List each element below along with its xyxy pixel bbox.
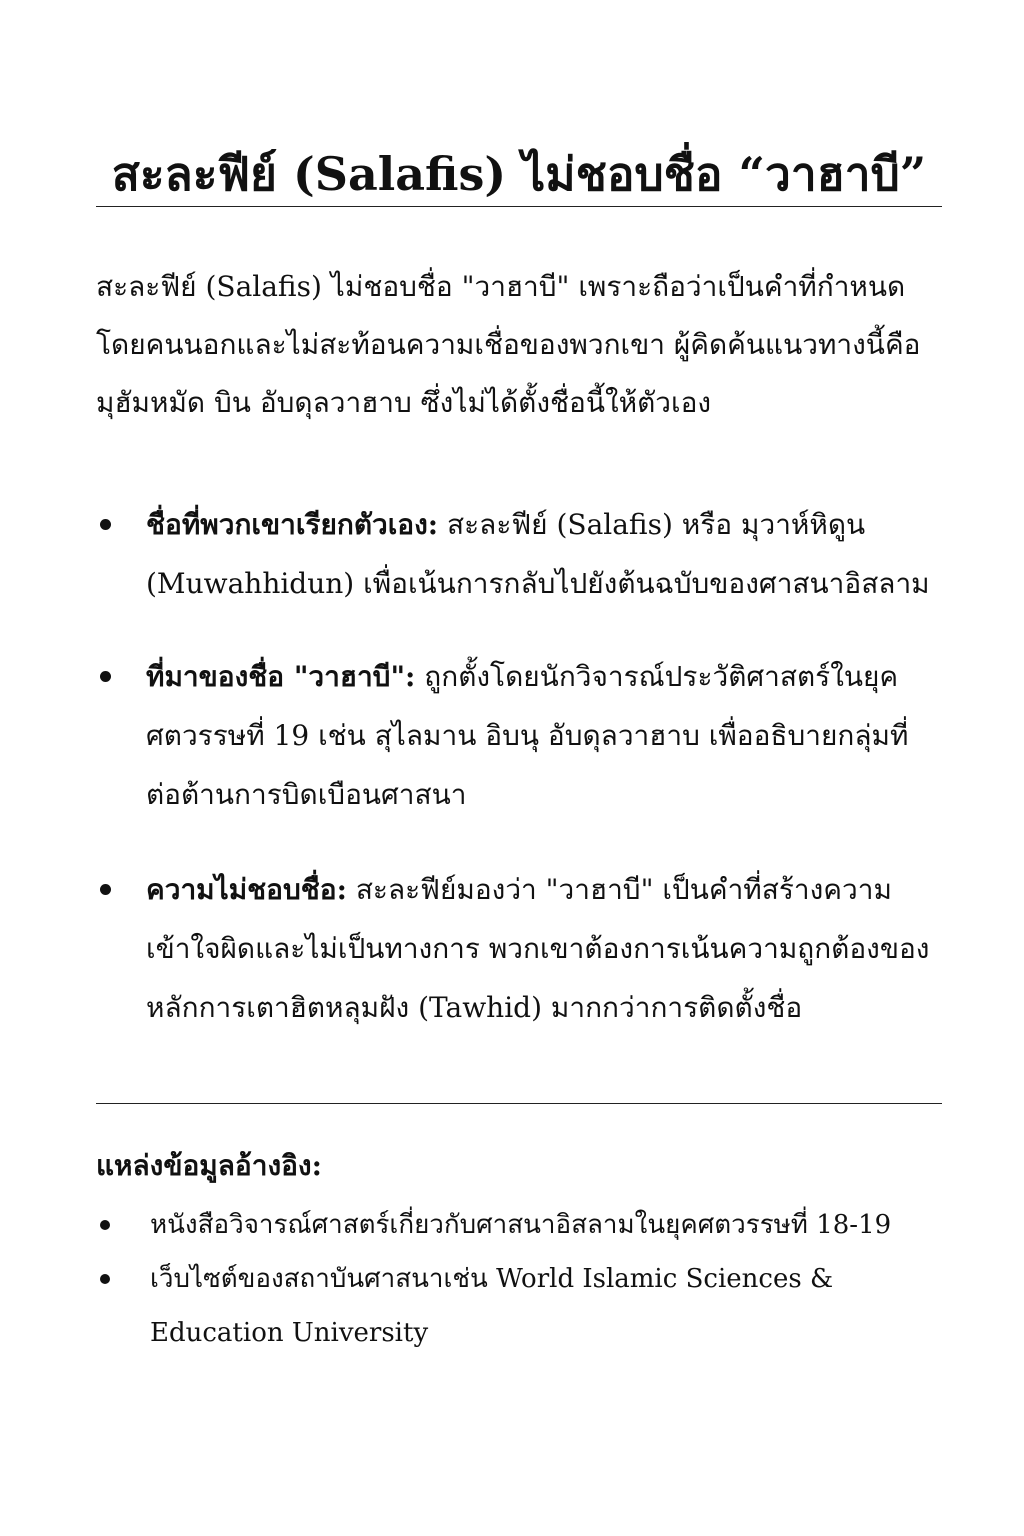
point-term: ความไม่ชอบชื่อ:	[146, 873, 347, 906]
point-list-1	[96, 495, 942, 613]
page-title: สะละฟีย์ (Salafis) ไม่ชอบชื่อ “วาฮาบี”	[111, 146, 927, 201]
point-term: ที่มาของชื่อ "วาฮาบี":	[146, 660, 416, 693]
point-dislike	[96, 860, 942, 1037]
references-heading: แหล่งข้อมูลอ้างอิง:	[96, 1149, 322, 1182]
top-divider	[96, 206, 942, 207]
point-term: ชื่อที่พวกเขาเรียกตัวเอง:	[146, 508, 439, 541]
point-name-origin	[96, 647, 942, 824]
bullet-icon	[100, 884, 111, 895]
references-list	[96, 1198, 942, 1360]
bullet-icon	[100, 671, 111, 682]
bullet-icon	[100, 1220, 110, 1230]
bottom-divider	[96, 1103, 942, 1104]
reference-item	[96, 1252, 942, 1360]
point-list-2	[96, 647, 942, 824]
bullet-icon	[100, 519, 111, 530]
point-text: สะละฟีย์มองว่า "วาฮาบี" เป็นคำที่สร้างความเข้าใจผิดและไม่เป็นทางการ พวกเขาต้องการเน้นความถูกต้องของหลักการเตาฮิตหลุมฝัง (Tawhid) มากกว่าการติดตั้งชื่อ	[146, 873, 930, 1024]
reference-text: หนังสือวิจารณ์ศาสตร์เกี่ยวกับศาสนาอิสลามในยุคศตวรรษที่ 18-19	[150, 1210, 892, 1240]
reference-text: เว็บไซต์ของสถาบันศาสนาเช่น World Islamic Sciences & Education University	[150, 1264, 834, 1348]
bullet-icon	[100, 1274, 110, 1284]
point-list-3	[96, 860, 942, 1037]
point-text: ถูกตั้งโดยนักวิจารณ์ประวัติศาสตร์ในยุคศตวรรษที่ 19 เช่น สุไลมาน อิบนุ อับดุลวาฮาบ เพื่ออธิบายกลุ่มที่ต่อต้านการบิดเบือนศาสนา	[146, 660, 909, 811]
reference-item	[96, 1198, 942, 1252]
intro-paragraph: สะละฟีย์ (Salafis) ไม่ชอบชื่อ "วาฮาบี" เพราะถือว่าเป็นคำที่กำหนดโดยคนนอกและไม่สะท้อนความเชื่อของพวกเขา ผู้คิดค้นแนวทางนี้คือ มุฮัมหมัด บิน อับดุลวาฮาบ ซึ่งไม่ได้ตั้งชื่อนี้ให้ตัวเอง	[96, 270, 921, 419]
point-self-name	[96, 495, 942, 613]
point-text: สะละฟีย์ (Salafis) หรือ มุวาห์หิดูน (Muwahhidun) เพื่อเน้นการกลับไปยังต้นฉบับของศาสนาอิสลาม	[146, 508, 930, 600]
